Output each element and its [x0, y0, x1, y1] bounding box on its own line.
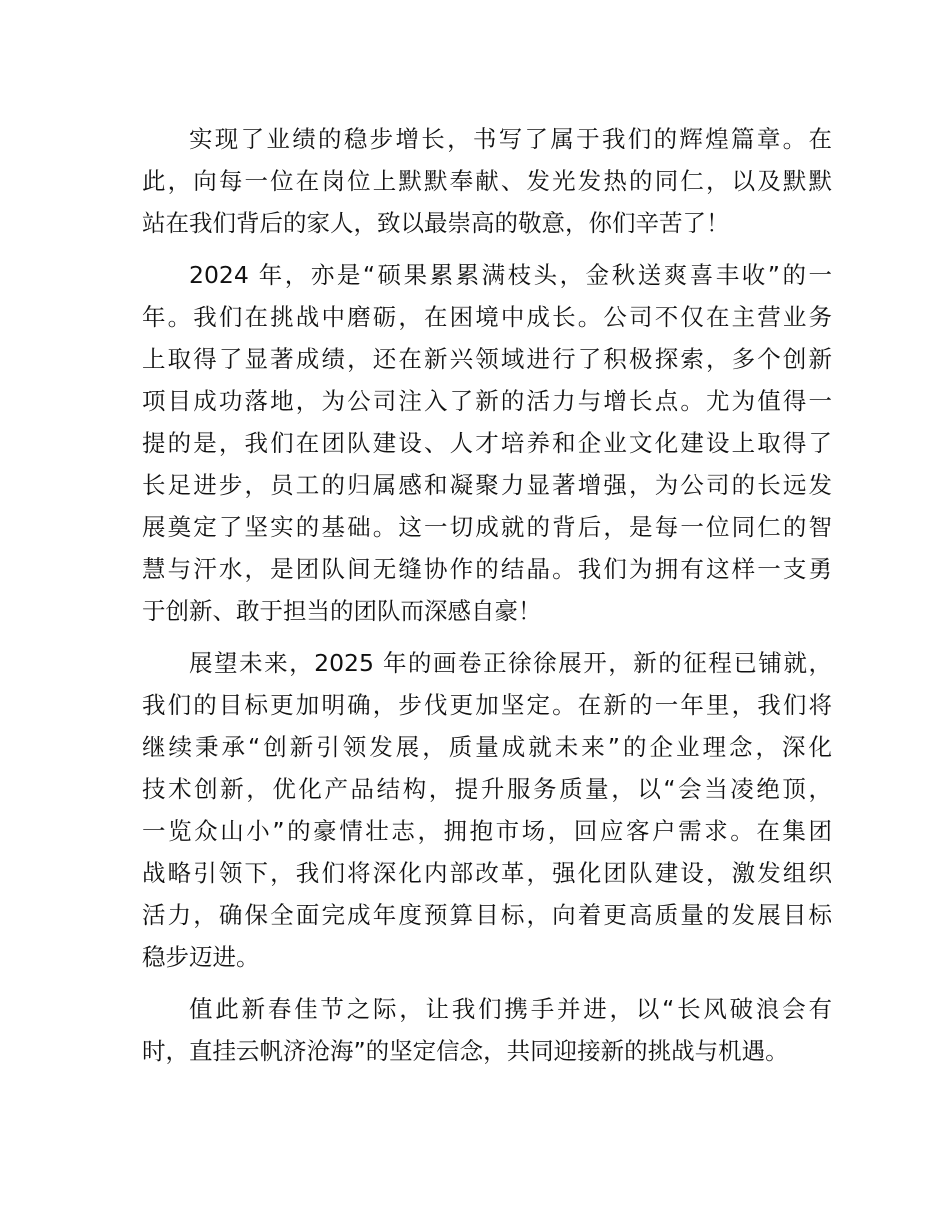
text-line: 一览众山小”的豪情壮志，拥抱市场，回应客户需求。在集团 [142, 817, 832, 845]
paragraph-3 [142, 642, 832, 978]
text-line: 稳步迈进。 [142, 943, 260, 971]
document-body [142, 118, 832, 1082]
text-line: 此，向每一位在岗位上默默奉献、发光发热的同仁，以及默默 [142, 167, 832, 195]
text-line: 继续秉承“创新引领发展，质量成就未来”的企业理念，深化 [142, 733, 832, 761]
text-line: 我们的目标更加明确，步伐更加坚定。在新的一年里，我们将 [142, 691, 832, 719]
text-line: 站在我们背后的家人，致以最崇高的敬意，你们辛苦了！ [142, 209, 730, 237]
text-line: 上取得了显著成绩，还在新兴领域进行了积极探索，多个创新 [142, 345, 832, 373]
text-line: 活力，确保全面完成年度预算目标，向着更高质量的发展目标 [142, 901, 832, 929]
paragraph-1 [142, 118, 832, 244]
paragraph-4 [142, 988, 832, 1072]
text-line: 项目成功落地，为公司注入了新的活力与增长点。尤为值得一 [142, 387, 832, 415]
text-line: 展望未来，2025 年的画卷正徐徐展开，新的征程已铺就， [189, 649, 832, 677]
text-line: 长足进步，员工的归属感和凝聚力显著增强，为公司的长远发 [142, 471, 832, 499]
paragraph-2 [142, 254, 832, 632]
text-line: 年。我们在挑战中磨砺，在困境中成长。公司不仅在主营业务 [142, 303, 832, 331]
text-line: 于创新、敢于担当的团队而深感自豪！ [142, 597, 542, 625]
text-line: 展奠定了坚实的基础。这一切成就的背后，是每一位同仁的智 [142, 513, 832, 541]
text-line: 技术创新，优化产品结构，提升服务质量，以“会当凌绝顶， [142, 775, 832, 803]
text-line: 提的是，我们在团队建设、人才培养和企业文化建设上取得了 [142, 429, 832, 457]
text-line: 慧与汗水，是团队间无缝协作的结晶。我们为拥有这样一支勇 [142, 555, 832, 583]
text-line: 战略引领下，我们将深化内部改革，强化团队建设，激发组织 [142, 859, 832, 887]
text-line: 2024 年，亦是“硕果累累满枝头，金秋送爽喜丰收”的一 [189, 261, 832, 289]
text-line: 时，直挂云帆济沧海”的坚定信念，共同迎接新的挑战与机遇。 [142, 1037, 789, 1065]
text-line: 实现了业绩的稳步增长，书写了属于我们的辉煌篇章。在 [189, 125, 832, 153]
text-line: 值此新春佳节之际，让我们携手并进，以“长风破浪会有 [189, 995, 832, 1023]
